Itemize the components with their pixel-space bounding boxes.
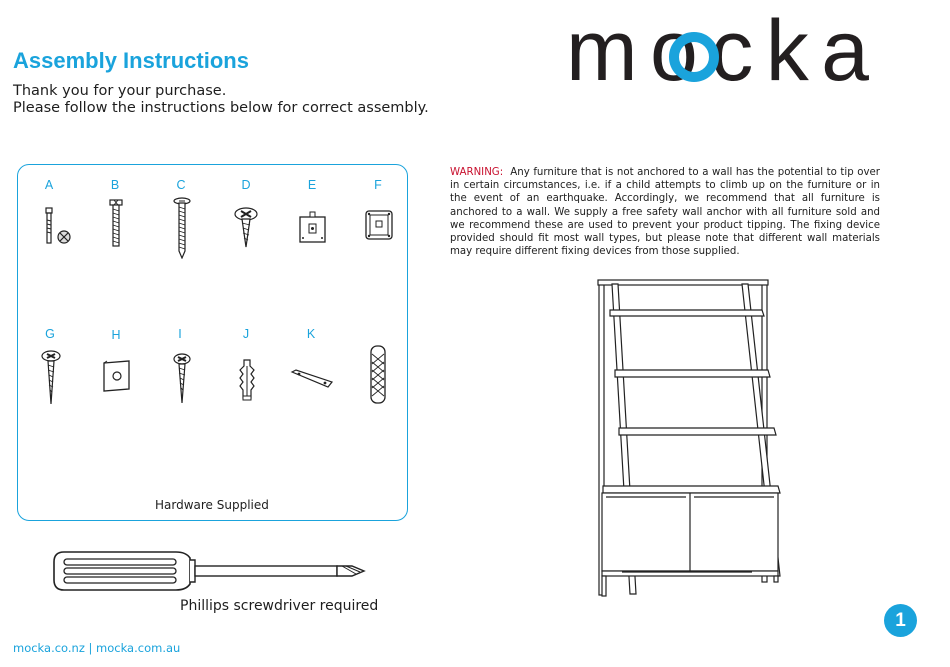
large-bracket-icon [364,209,394,243]
warning-notice [450,166,880,258]
hardware-label-f: F [374,178,382,192]
hardware-label-b: B [110,178,120,192]
hardware-label-d: D [241,178,251,192]
hardware-label-k: K [306,327,316,341]
intro-line-2: Please follow the instructions below for correct assembly. [13,100,429,116]
screwdriver-icon [50,548,368,594]
page-title: Assembly Instructions [13,48,249,73]
cam-bolt-icon [42,206,76,246]
warning-label: WARNING: [450,167,504,178]
square-bracket-icon [298,211,328,245]
warning-text: Any furniture that is not anchored to a wall has the potential to tip over in certain circumstances, i.e. if a child attempts to climb up on the furniture or in the event of an earthquake. Accordingly, we recommend that all furniture is anchored to a wall. We supply a free safety wall anchor with all furniture sold and we recommend these are used to prevent your product tipping. The fixing device provided should fit most wall types, but please note that different wall materials may require different fixing devices from those supplied. [450,167,880,258]
intro-text [13,83,429,117]
hardware-label-c: C [176,178,186,192]
wall-plug-icon [237,358,257,402]
hardware-label-a: A [44,178,54,192]
hardware-label-g: G [45,327,55,341]
footer-links[interactable]: mocka.co.nz | mocka.com.au [13,641,181,655]
intro-line-1: Thank you for your purchase. [13,83,227,99]
logo-text: mocka [566,3,871,92]
hardware-label-i: I [178,327,182,341]
wall-plate-icon [101,359,133,393]
screwdriver-caption: Phillips screwdriver required [180,598,379,614]
hardware-label-e: E [307,178,317,192]
hardware-label-h: H [111,328,121,342]
strap-icon [290,368,334,390]
mocka-logo [566,2,876,92]
wood-screw-icon [40,350,62,406]
hardware-caption: Hardware Supplied [155,498,269,512]
long-screw-icon [172,197,192,259]
short-screw-icon [232,207,260,249]
ladder-bookshelf-icon [592,276,784,600]
hardware-label-j: J [242,327,250,341]
page-number-badge: 1 [884,604,917,637]
dowel-icon [368,344,388,406]
screw-icon [172,353,192,405]
long-bolt-icon [106,199,126,249]
